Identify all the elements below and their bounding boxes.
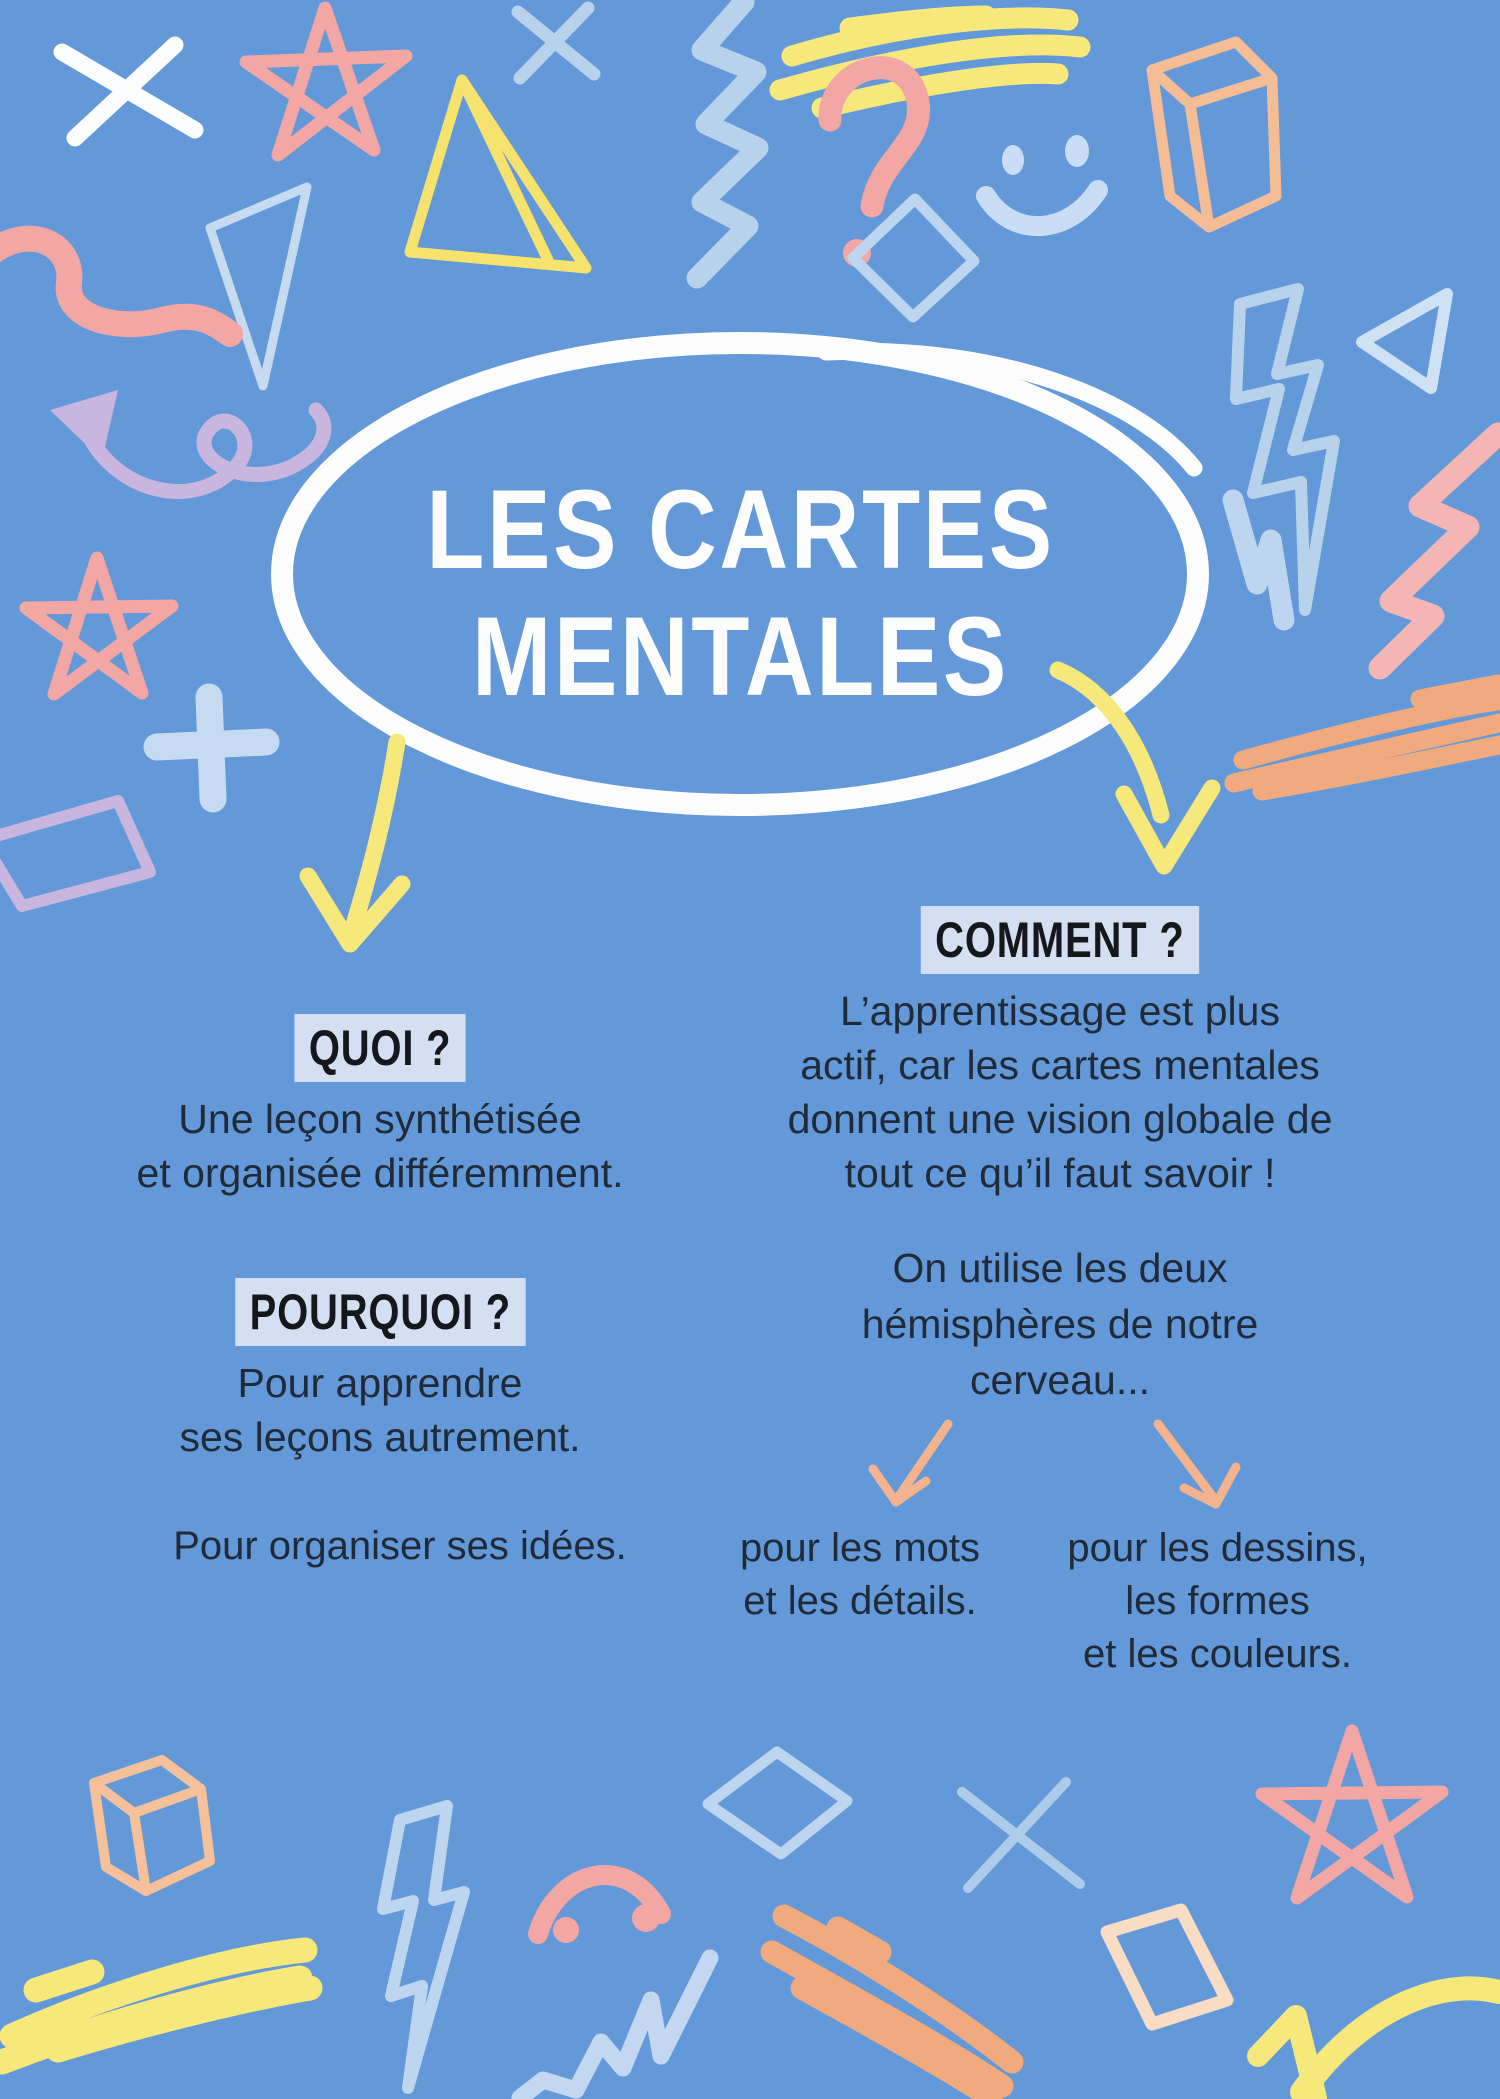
section-pourquoi [95,1278,665,1464]
peach-cube-icon [1152,42,1276,227]
page-title [283,466,1198,720]
blue-brush-icon [1233,500,1284,620]
quoi-text: Une leçon synthétisée et organisée différemment. [136,1096,624,1196]
orange-scribble-icon [772,1916,1012,2098]
blue-zigzag-icon [697,2,758,278]
yellow-arc-arrow-icon [1258,1988,1499,2098]
section-comment [770,906,1350,1200]
pink-squiggle-icon [0,239,230,334]
lightning-bolt-icon [383,1806,464,2088]
pink-star-icon [1262,1731,1442,1898]
blue-plus-icon [157,697,266,799]
smiley-icon [986,135,1098,226]
pink-star-icon [246,8,406,155]
comment-label: COMMENT ? [921,906,1199,974]
white-x-icon [62,45,195,138]
orange-arrow-left-icon [873,1424,948,1502]
orange-arrow-right-icon [1158,1424,1236,1504]
quoi-label: QUOI ? [294,1014,465,1082]
words-branch-text: pour les mots et les détails. [739,1526,981,1623]
section-brain [770,1240,1350,1408]
comment-text: L’apprentissage est plus actif, car les cartes mentales donnent une vision globale de tout ce qu’il faut savoir ! [787,988,1333,1196]
cream-rectangle-icon [1107,1910,1227,2024]
section-quoi [95,1014,665,1200]
peach-cube-icon [94,1760,210,1891]
pink-zigzag-icon [1380,434,1498,668]
yellow-pyramid-icon [410,80,586,268]
section-visuals-branch [1040,1522,1395,1681]
blue-x-icon [962,1782,1080,1888]
lavender-diamond-icon [0,801,150,906]
blue-x-icon [518,8,594,78]
section-words-branch [705,1522,1015,1628]
orange-scribble-icon [1234,684,1499,791]
brain-text: On utilise les deux hémisphères de notre cerveau... [861,1245,1259,1403]
blue-diamond-icon [708,1752,847,1854]
frown-smiley-icon [538,1875,661,1943]
title-line-2: MENTALES [472,594,1009,719]
blue-triangle-icon [210,187,307,386]
organiser-text: Pour organiser ses idées. [173,1524,627,1568]
yellow-arrow-left-icon [308,742,402,944]
blue-zigzag-icon [520,1958,710,2098]
section-organiser [120,1520,680,1573]
yellow-scribble-icon [2,1950,310,2062]
pink-star-icon [26,558,172,694]
visuals-branch-text: pour les dessins, les formes et les couleurs. [1067,1526,1368,1676]
pourquoi-label: POURQUOI ? [235,1278,525,1346]
title-line-1: LES CARTES [426,467,1055,592]
blue-triangle-icon [1362,294,1447,388]
pourquoi-text: Pour apprendre ses leçons autrement. [179,1360,581,1460]
